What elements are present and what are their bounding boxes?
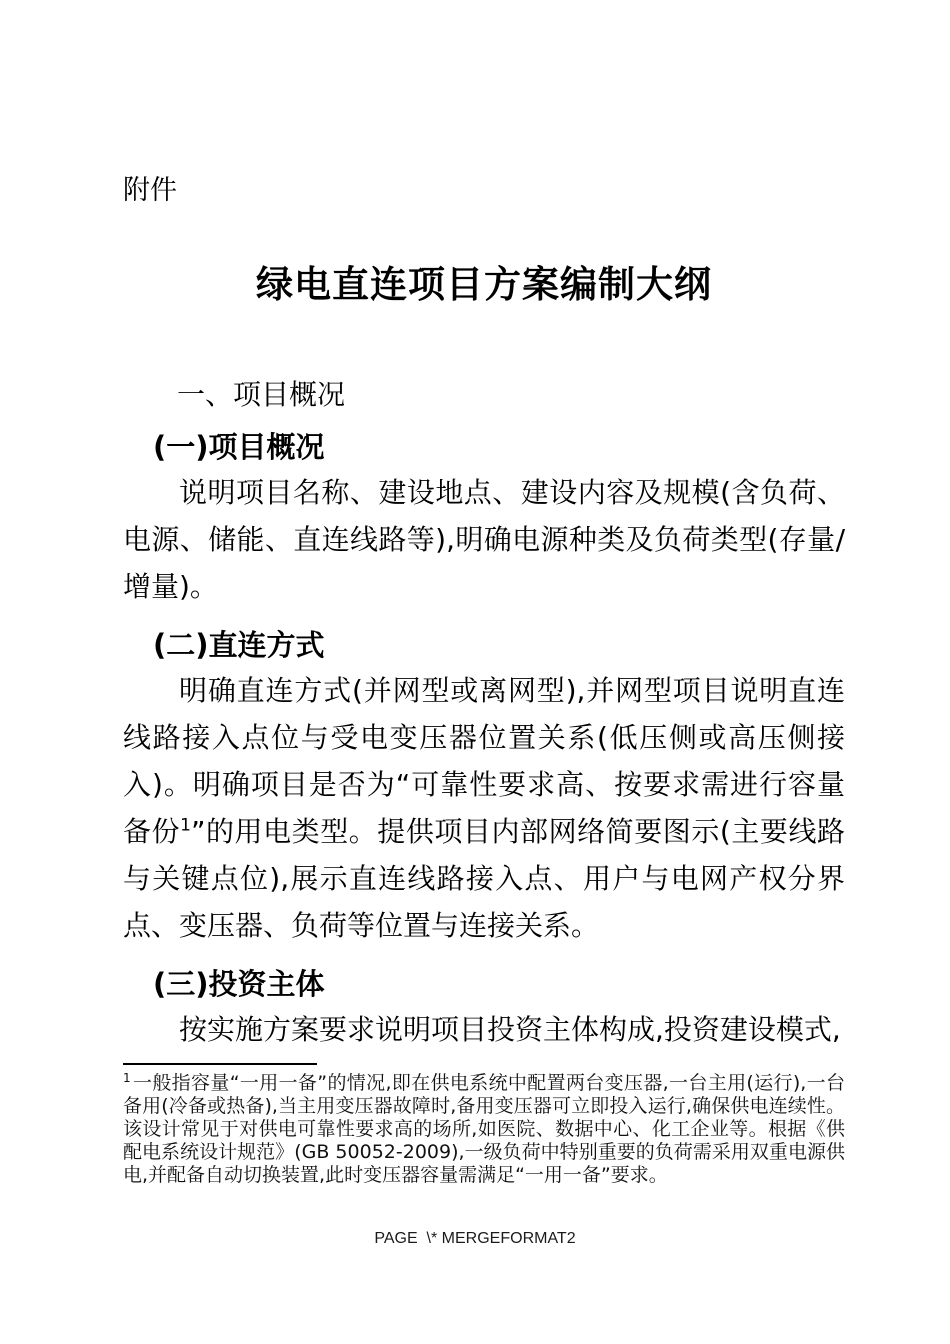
document-title: 绿电直连项目方案编制大纲 xyxy=(256,263,712,306)
footnote-text: 一般指容量“一用一备”的情况,即在供电系统中配置两台变压器,一台主用(运行),一台备用(冷备或热备),当主用变压器故障时,备用变压器可立即投入运行,确保供电连续性。该设计常见于对供电可靠性要求高的场所,如医院、数据中心、化工企业等。根据《供配电系统设计规范》(GB 50052-2009),一级负荷中特别重要的负荷需采用双重电源供电,并配备自动切换装置,此时变压器容量需满足“一用一备”要求。 xyxy=(123,1072,845,1186)
section-heading-3: (三)投资主体 xyxy=(153,967,325,1001)
section-body-2-text-after-ref: ”的用电类型。提供项目内部网络简要图示(主要线路与关键点位),展示直连线路接入点、用户与电网产权分界点、变压器、负荷等位置与连接关系。 xyxy=(123,815,845,942)
footnote-block xyxy=(123,1063,845,1187)
attachment-label: 附件 xyxy=(123,175,177,206)
section-heading-1: (一)项目概况 xyxy=(153,430,325,464)
footnote-marker: 1 xyxy=(123,1070,131,1085)
section-body-1: 说明项目名称、建设地点、建设内容及规模(含负荷、电源、储能、直连线路等),明确电源种类及负荷类型(存量/增量)。 xyxy=(123,476,845,603)
page-number-field: PAGE \* MERGEFORMAT2 xyxy=(374,1230,576,1247)
section-body-2-text-before-ref: 明确直连方式(并网型或离网型),并网型项目说明直连线路接入点位与受电变压器位置关系(低压侧或高压侧接入)。明确项目是否为“可靠性要求高、按要求需进行容量备份 xyxy=(123,674,845,848)
section-body-3: 按实施方案要求说明项目投资主体构成,投资建设模式, xyxy=(179,1013,841,1046)
footnote xyxy=(123,1072,845,1187)
section-body-2 xyxy=(123,667,845,949)
chapter-heading: 一、项目概况 xyxy=(177,378,346,411)
footnote-reference-mark: 1 xyxy=(180,815,191,836)
footnote-separator-line xyxy=(123,1063,317,1065)
section-heading-2: (二)直连方式 xyxy=(153,628,325,662)
